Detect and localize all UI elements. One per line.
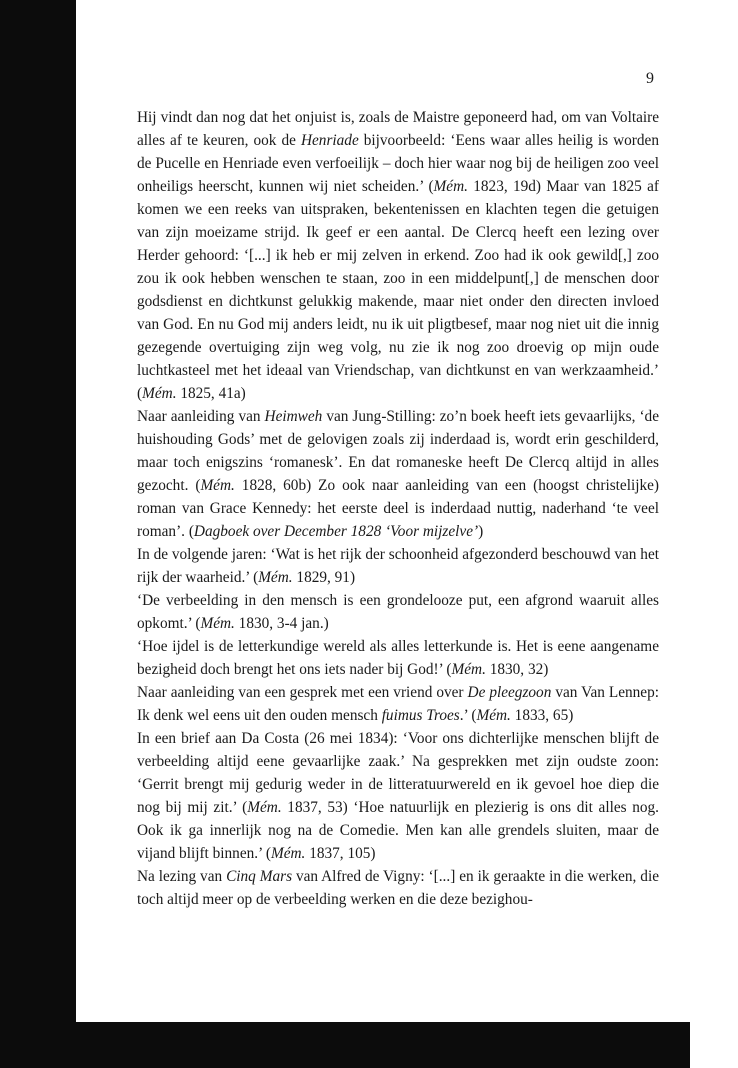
- italic-text: fuimus Troes: [381, 707, 460, 724]
- body-text: [137, 106, 659, 911]
- paragraph: [137, 106, 659, 405]
- paragraph: [137, 589, 659, 635]
- text-run: van Van Lennep: Ik denk wel eens uit den ouden mensch: [137, 684, 659, 724]
- italic-text: Cinq Mars: [226, 868, 293, 885]
- page-number: 9: [646, 70, 654, 87]
- text-run: Naar aanleiding van een gesprek met een vriend over: [137, 684, 468, 701]
- scan-border-bottom: [0, 1022, 690, 1068]
- text-run: 1837, 105): [305, 845, 376, 862]
- text-run: 1830, 32): [485, 661, 549, 678]
- italic-text: Mém.: [258, 569, 293, 586]
- text-run: Naar aanleiding van: [137, 408, 265, 425]
- italic-text: Dagboek over December 1828 ‘Voor mijzelve’: [193, 523, 479, 540]
- italic-text: Mém.: [142, 385, 177, 402]
- italic-text: Mém.: [270, 845, 306, 862]
- paragraph: [137, 635, 659, 681]
- text-run: 1833, 65): [510, 707, 574, 724]
- paragraph: [137, 727, 659, 865]
- paragraph: [137, 681, 659, 727]
- italic-text: Mém.: [476, 707, 511, 724]
- text-run: 1829, 91): [292, 569, 356, 586]
- italic-text: Mém.: [247, 799, 282, 816]
- italic-text: Mém.: [433, 178, 468, 195]
- italic-text: Mém.: [451, 661, 486, 678]
- text-run: bijvoorbeeld: ‘Eens waar alles heilig is worden de Pucelle en Henriade even verfoeilijk – doch hier waar nog bij de heiligen zoo veel onheiligs heerscht, kunnen wij niet scheiden.’ (: [137, 132, 659, 195]
- text-run: van Jung-Stilling: zo’n boek heeft iets gevaarlijks, ‘de huishouding Gods’ met de gelovigen zoals zij inderdaad is, wordt erin geschilderd, maar toch enigszins ‘romanesk’. En dat romaneske heeft De Clercq altijd in alles gezocht. (: [137, 408, 659, 494]
- text-run: ): [478, 523, 484, 540]
- text-run: In een brief aan Da Costa (26 mei 1834): ‘Voor ons dichterlijke menschen blijft de verbeelding altijd eene gevaarlijke zaak.’ Na gesprekken met zijn oudste zoon: ‘Gerrit brengt mij gedurig weder in de litteratuurwereld en ik gevoel hoe diep die nog bij mij zit.’ (: [137, 730, 659, 816]
- text-run: 1837, 53) ‘Hoe natuurlijk en plezierig is ons dit alles nog. Ook ik ga innerlijk nog na de Comedie. Men kan alle grendels sluiten, maar de vijand blijft binnen.’ (: [137, 799, 659, 862]
- italic-text: Henriade: [300, 132, 359, 149]
- text-run: Hij vindt dan nog dat het onjuist is, zoals de Maistre geponeerd had, om van Voltaire alles af te keuren, ook de: [137, 109, 659, 149]
- text-run: In de volgende jaren: ‘Wat is het rijk der schoonheid afgezonderd beschouwd van het rijk der waarheid.’ (: [137, 546, 659, 586]
- text-run: Na lezing van: [137, 868, 227, 885]
- italic-text: Mém.: [200, 477, 235, 494]
- text-run: 1830, 3-4 jan.): [234, 615, 329, 632]
- text-run: 1823, 19d) Maar van 1825 af komen we een reeks van uitspraken, bekentenissen en klachten tegen die getuigen van zijn moeizame strijd. Ik geef er een aantal. De Clercq heeft een lezing over Herder gehoord: ‘[...] ik heb er mij zelven in erkend. Zoo had ik ook gewild[,] zoo zou ik ook hebben wenschen te staan, zoo in een middelpunt[,] de menschen door godsdienst en dichtkunst gelukkig makende, maar niet onder den directen invloed van God. En nu God mij anders leidt, nu ik uit pligtbesef, maar nog niet uit die innig gezegende overtuiging zijn weg volg, nu zie ik nog zoo droevig op mijn oude luchtkasteel met het ideaal van Vriendschap, van dichtkunst en van werkzaamheid.’ (: [137, 178, 659, 402]
- text-run: 1825, 41a): [176, 385, 246, 402]
- text-run: ‘Hoe ijdel is de letterkundige wereld als alles letterkunde is. Het is eene aangename bezigheid doch brengt het ons iets nader bij God!’ (: [137, 638, 659, 678]
- scan-border-left: [0, 0, 76, 1068]
- italic-text: De pleegzoon: [467, 684, 552, 701]
- text-run: van Alfred de Vigny: ‘[...] en ik geraakte in die werken, die toch altijd meer op de verbeelding werken en die deze bezighou-: [137, 868, 659, 908]
- text-run: ‘De verbeelding in den mensch is een grondelooze put, een afgrond waaruit alles opkomt.’ (: [137, 592, 659, 632]
- paragraph: [137, 543, 659, 589]
- paragraph: [137, 865, 659, 911]
- paragraph: [137, 405, 659, 543]
- text-run: 1828, 60b) Zo ook naar aanleiding van een (hoogst christelijke) roman van Grace Kennedy: het eerste deel is inderdaad nuttig, naderhand ‘te veel roman’. (: [137, 477, 659, 540]
- text-run: .’ (: [459, 707, 477, 724]
- italic-text: Heimweh: [264, 408, 323, 425]
- italic-text: Mém.: [200, 615, 235, 632]
